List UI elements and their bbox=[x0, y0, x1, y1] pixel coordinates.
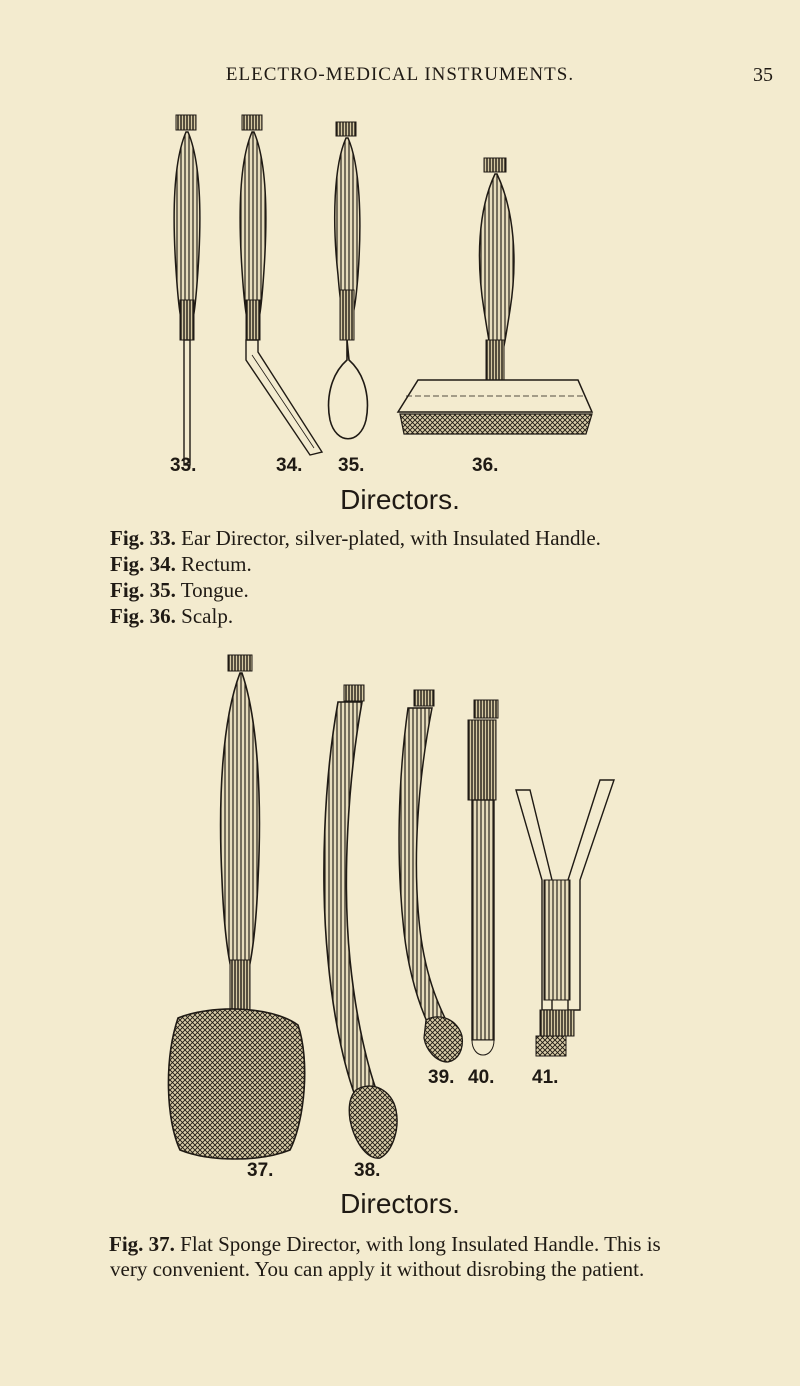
caption-fig-33 bbox=[110, 526, 601, 551]
caption-text: Scalp. bbox=[181, 604, 234, 628]
caption-label: Fig. 34. bbox=[110, 552, 176, 576]
fig-number-41: 41. bbox=[532, 1067, 559, 1088]
fig-39-curved-director bbox=[399, 690, 462, 1062]
caption-label: Fig. 37. bbox=[109, 1232, 175, 1256]
fig-number-39: 39. bbox=[428, 1067, 455, 1088]
fig-number-35: 35. bbox=[338, 455, 365, 476]
caption-text: Tongue. bbox=[180, 578, 249, 602]
caption-text: Rectum. bbox=[181, 552, 252, 576]
fig-34-rectum-director bbox=[240, 115, 322, 455]
caption-fig-37 bbox=[110, 1232, 670, 1282]
fig-number-33: 33. bbox=[170, 455, 197, 476]
fig-number-40: 40. bbox=[468, 1067, 495, 1088]
caption-text: Flat Sponge Director, with long Insulated Handle. This is very convenient. You can apply it without disrobing the patient. bbox=[110, 1232, 661, 1281]
fig-number-37: 37. bbox=[247, 1160, 274, 1181]
figure-title-directors-2: Directors. bbox=[340, 1188, 460, 1219]
caption-fig-36 bbox=[110, 604, 233, 629]
fig-number-34: 34. bbox=[276, 455, 303, 476]
caption-label: Fig. 35. bbox=[110, 578, 176, 602]
fig-number-38: 38. bbox=[354, 1160, 381, 1181]
caption-fig-35 bbox=[110, 578, 249, 603]
fig-37-flat-sponge-director bbox=[168, 655, 304, 1159]
fig-33-ear-director bbox=[174, 115, 200, 465]
figure-title-directors-1: Directors. bbox=[340, 484, 460, 515]
fig-41-forked-director bbox=[516, 780, 614, 1056]
fig-36-scalp-director bbox=[398, 158, 592, 434]
fig-38-curved-sponge-director bbox=[324, 685, 397, 1158]
caption-label: Fig. 33. bbox=[110, 526, 176, 550]
fig-35-tongue-director bbox=[329, 122, 368, 439]
caption-label: Fig. 36. bbox=[110, 604, 176, 628]
fig-number-36: 36. bbox=[472, 455, 499, 476]
caption-fig-34 bbox=[110, 552, 252, 577]
page-number: 35 bbox=[753, 64, 773, 86]
fig-40-straight-director bbox=[468, 700, 498, 1055]
caption-text: Ear Director, silver-plated, with Insulated Handle. bbox=[181, 526, 601, 550]
running-head: ELECTRO-MEDICAL INSTRUMENTS. bbox=[225, 64, 575, 85]
